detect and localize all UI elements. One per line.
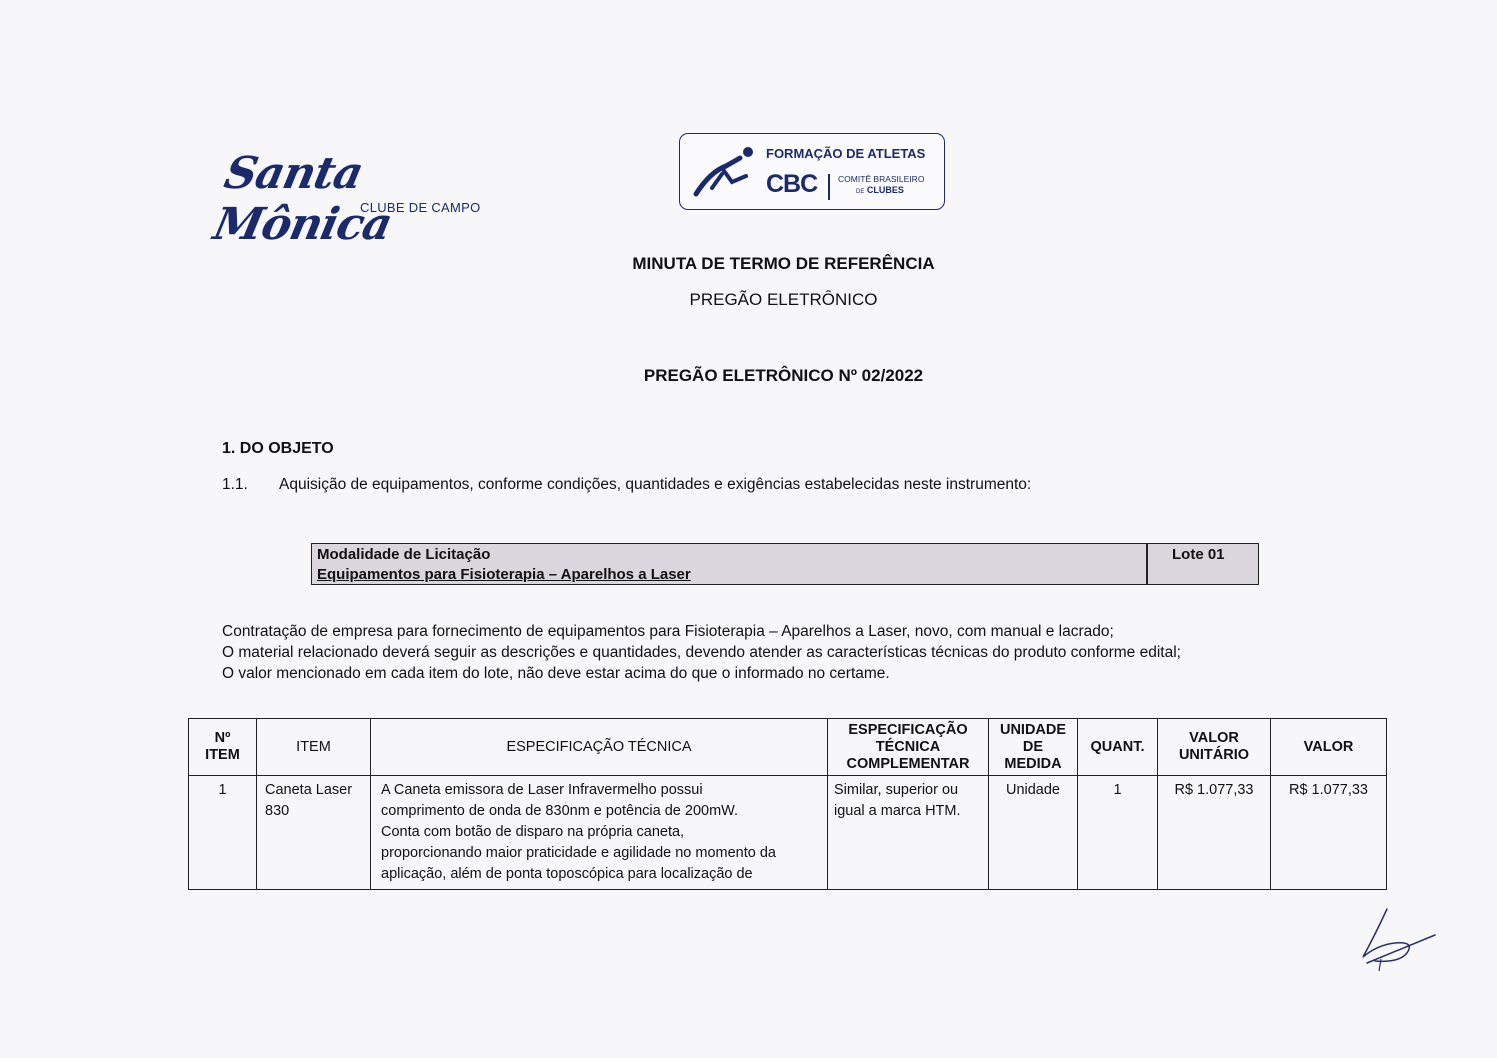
santa-monica-logo-script: Santa Mônica bbox=[209, 148, 397, 250]
athlete-icon bbox=[692, 144, 758, 200]
header-spec-comp-line3: COMPLEMENTAR bbox=[846, 755, 970, 772]
cell-item-line2: 830 bbox=[265, 803, 290, 819]
santa-monica-logo bbox=[209, 148, 520, 250]
document-subtitle: PREGÃO ELETRÔNICO bbox=[689, 290, 878, 309]
header-unit-line1: UNIDADE bbox=[999, 721, 1067, 738]
header-n-item-line1: Nº bbox=[214, 730, 231, 746]
cell-spec-line: Conta com botão de disparo na própria caneta, bbox=[381, 824, 685, 840]
cell-spec-comp-line2: igual a marca HTM. bbox=[834, 803, 961, 819]
cbc-name-clubes: CLUBES bbox=[866, 185, 904, 195]
document-title: MINUTA DE TERMO DE REFERÊNCIA bbox=[632, 254, 935, 273]
header-spec-comp bbox=[828, 719, 989, 776]
cell-n: 1 bbox=[189, 776, 257, 890]
cell-item bbox=[257, 776, 371, 890]
header-unit-line2: DE bbox=[1022, 738, 1044, 755]
header-unit-value bbox=[1158, 719, 1271, 776]
items-table bbox=[188, 718, 1387, 890]
header-n-item-line2: ITEM bbox=[205, 747, 240, 763]
paragraph: O valor mencionado em cada item do lote, não deve estar acima do que o informado no certame. bbox=[222, 665, 890, 682]
header-item: ITEM bbox=[257, 719, 371, 776]
header-unit-value-line2: UNITÁRIO bbox=[1178, 747, 1250, 763]
header-spec-comp-line2: TÉCNICA bbox=[875, 738, 941, 755]
cell-spec-line: comprimento de onda de 830nm e potência de 200mW. bbox=[381, 803, 739, 819]
cbc-name-de: DE bbox=[856, 189, 865, 195]
cell-item-line1: Caneta Laser bbox=[265, 782, 353, 798]
clause-1-1 bbox=[222, 476, 1031, 494]
modalidade-description: Equipamentos para Fisioterapia – Aparelhos a Laser bbox=[317, 566, 691, 583]
cbc-name-line1: COMITÊ BRASILEIRO bbox=[838, 174, 925, 184]
header-quant: QUANT. bbox=[1078, 719, 1158, 776]
modalidade-divider bbox=[1146, 544, 1148, 584]
cbc-mark: CBC bbox=[766, 170, 818, 198]
header-unit-line3: MEDIDA bbox=[1004, 755, 1062, 772]
modalidade-label: Modalidade de Licitação bbox=[317, 546, 491, 563]
header-unit bbox=[989, 719, 1078, 776]
cell-spec bbox=[371, 776, 828, 890]
cell-spec-line: A Caneta emissora de Laser Infravermelho possui bbox=[381, 782, 703, 798]
clause-number: 1.1. bbox=[222, 476, 248, 493]
signature-icon bbox=[1355, 905, 1445, 975]
header-value: VALOR bbox=[1271, 719, 1387, 776]
cbc-tagline: FORMAÇÃO DE ATLETAS bbox=[766, 146, 926, 161]
cbc-divider bbox=[828, 174, 830, 200]
cell-spec-line: proporcionando maior praticidade e agilidade no momento da bbox=[381, 845, 776, 861]
cell-spec-line: aplicação, além de ponta toposcópica para localização de bbox=[381, 866, 753, 882]
cbc-logo bbox=[679, 133, 945, 210]
cell-quant: 1 bbox=[1078, 776, 1158, 890]
paragraph: O material relacionado deverá seguir as descrições e quantidades, devendo atender as características técnicas do produto conforme edital; bbox=[222, 644, 1181, 661]
table-header-row bbox=[189, 719, 1387, 776]
cell-spec-comp bbox=[828, 776, 989, 890]
cell-unit-value: R$ 1.077,33 bbox=[1158, 776, 1271, 890]
section-title: 1. DO OBJETO bbox=[222, 440, 334, 457]
lote-label: Lote 01 bbox=[1172, 546, 1225, 563]
header-n-item bbox=[189, 719, 257, 776]
document-number: PREGÃO ELETRÔNICO Nº 02/2022 bbox=[643, 366, 924, 385]
santa-monica-logo-subtitle: CLUBE DE CAMPO bbox=[360, 200, 481, 215]
modalidade-box bbox=[311, 543, 1259, 585]
cbc-name-line2 bbox=[856, 185, 904, 195]
header-unit-value-line1: VALOR bbox=[1189, 730, 1239, 746]
header-spec-comp-line1: ESPECIFICAÇÃO bbox=[848, 721, 968, 738]
table-row bbox=[189, 776, 1387, 890]
paragraph: Contratação de empresa para fornecimento de equipamentos para Fisioterapia – Aparelhos a Laser, novo, com manual e lacrado; bbox=[222, 623, 1114, 640]
cell-spec-comp-line1: Similar, superior ou bbox=[834, 782, 959, 798]
header-spec: ESPECIFICAÇÃO TÉCNICA bbox=[371, 719, 828, 776]
cell-unit: Unidade bbox=[989, 776, 1078, 890]
clause-text: Aquisição de equipamentos, conforme condições, quantidades e exigências estabelecidas neste instrumento: bbox=[279, 476, 1032, 493]
cell-value: R$ 1.077,33 bbox=[1271, 776, 1387, 890]
